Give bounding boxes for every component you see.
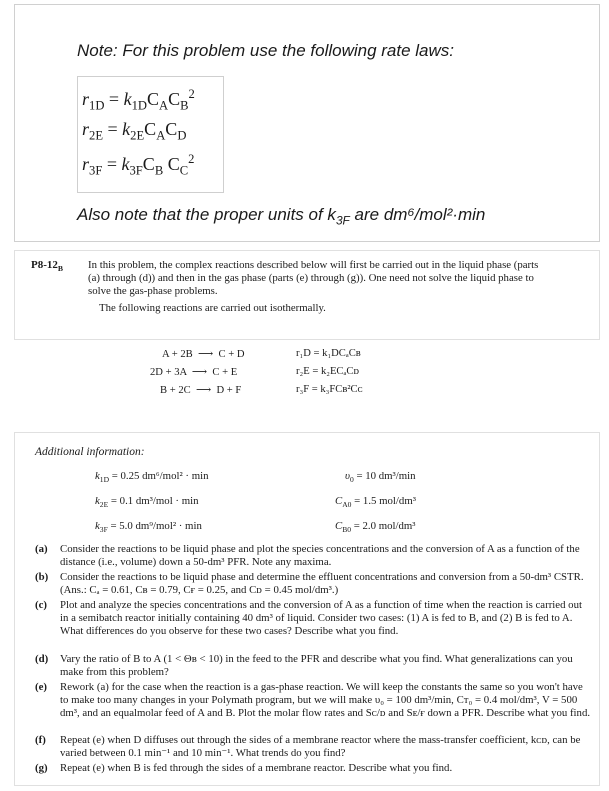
note-title: Note: For this problem use the following rate laws: bbox=[77, 41, 455, 60]
question-c: (c) Plot and analyze the species concentrations and the conversion of A as a function of time when the reaction is carried out in a semibatch reactor initially containing 40 dm³ of liquid. Consider two cases: (1) A is fed to B, and (2) B is fed to A. What differences do you observe for these two cases? Describe what you find. bbox=[35, 599, 582, 637]
cb0-value: $C_{B0} = 2.0$ mol/dm³ bbox=[335, 520, 416, 535]
reaction-2: 2D + 3A ⟶ C + E bbox=[150, 367, 238, 378]
reaction-3-rate: r₃F = k₃FCʙ²Cᴄ bbox=[296, 384, 363, 395]
reaction-1: A + 2B ⟶ C + D bbox=[162, 349, 245, 360]
note-panel bbox=[14, 4, 600, 242]
question-d: (d) Vary the ratio of B to A (1 < Θʙ < 10) in the feed to the PFR and describe what you find. What generalizations can you make from this problem? bbox=[35, 653, 573, 678]
k3f-value: $k_{3F} = 5.0$ dm⁹/mol² · min bbox=[95, 520, 202, 535]
rate-law-2e: $r_{2E} = k_{2E}C_AC_D$ bbox=[82, 119, 187, 143]
k1d-value: $k_{1D} = 0.25$ dm⁶/mol² · min bbox=[95, 470, 209, 485]
question-g: (g) Repeat (e) when B is fed through the sides of a membrane reactor. Describe what you find. bbox=[35, 762, 453, 774]
rate-law-3f: $r_{3F} = k_{3F}C_B$ $C_C^2$ bbox=[82, 152, 195, 178]
question-f: (f) Repeat (e) when D diffuses out through the sides of a membrane reactor where the mass-transfer coefficient, kᴄᴅ, can be varied between 0.1 min⁻¹ and 10 min⁻¹. What trends do you find? bbox=[35, 734, 581, 759]
rate-law-1d: $r_{1D} = k_{1D}C_AC_B^2$ bbox=[82, 87, 195, 113]
question-b: (b) Consider the reactions to be liquid phase and determine the effluent concentrations and conversion from a 50-dm³ CSTR. (Ans.: Cₐ = 0.61, Cʙ = 0.79, Cғ = 0.25, and Cᴅ = 0.45 mol/dm³.) bbox=[35, 571, 584, 596]
info-panel bbox=[14, 432, 600, 786]
k2e-value: $k_{2E} = 0.1$ dm³/mol · min bbox=[95, 495, 199, 510]
rate-law-box bbox=[77, 76, 224, 193]
ca0-value: $C_{A0} = 1.5$ mol/dm³ bbox=[335, 495, 416, 510]
reaction-1-rate: r₁D = k₁DCₐCʙ bbox=[296, 348, 361, 359]
problem-intro: In this problem, the complex reactions described below will first be carried out in the liquid phase (parts (a) through (d)) and then in the gas phase (parts (e) through (g)). One need not solve the liquid phase to solve the gas-phase problems. bbox=[88, 259, 539, 298]
problem-number: $P8-12_B$ bbox=[31, 259, 64, 274]
problem-panel bbox=[14, 250, 600, 340]
question-a: (a) Consider the reactions to be liquid phase and plot the species concentrations and the conversion of A as a function of the distance (i.e., volume) down a 50-dm³ PFR. Note any maxima. bbox=[35, 543, 580, 568]
info-heading: Additional information: bbox=[35, 446, 145, 458]
isothermal-text: The following reactions are carried out isothermally. bbox=[99, 302, 326, 314]
note-units: Also note that the proper units of $k_{3F}$ are dm⁶/mol²·min bbox=[77, 205, 486, 228]
v0-value: $\upsilon_0 = 10$ dm³/min bbox=[345, 470, 416, 485]
reaction-3: B + 2C ⟶ D + F bbox=[160, 385, 242, 396]
question-e: (e) Rework (a) for the case when the reaction is a gas-phase reaction. We will keep the constants the same so you won't have to make too many changes in your Polymath program, but we will make υ₀ = 100 dm³/min, Cᴛ₀ = 0.4 mol/dm³, V = 500 dm³, and an equalmolar feed of A and B. Plot the molar flow rates and Sᴄ/ᴅ and Sᴇ/ғ down a PFR. Describe what you find. bbox=[35, 681, 591, 719]
reaction-2-rate: r₂E = k₂ECₐCᴅ bbox=[296, 366, 360, 377]
